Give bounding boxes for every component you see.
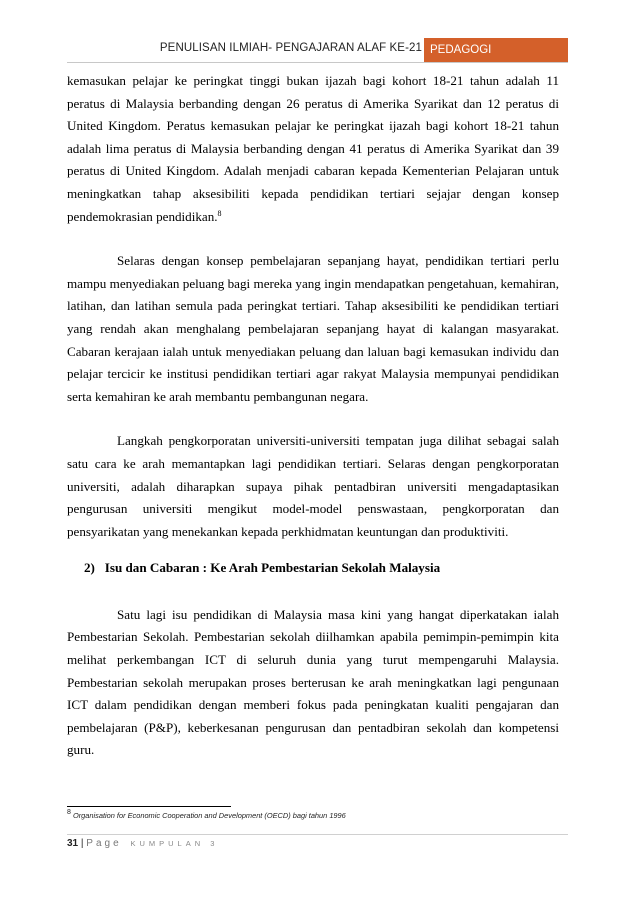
paragraph-2: Selaras dengan konsep pembelajaran sepanjang hayat, pendidikan tertiari perlu mampu menyediakan peluang bagi mereka yang ingin mendapatkan pengetahuan, kemahiran, latihan, dan latihan semula pada peringkat tertiari. Tahap aksesibiliti ke pendidikan tertiari yang rendah akan menghalang pembelajaran sepanjang hayat di kalangan masyarakat. Cabaran kerajaan ialah untuk menyediakan peluang dan laluan bagi kemasukan individu dan pelajar tercicir ke institusi pendidikan tertiari agar rakyat Malaysia mempunyai pendidikan serta kemahiran ke arah membantu pembangunan negara.	[67, 253, 559, 404]
footer-separator: |	[80, 838, 84, 849]
page-footer	[67, 838, 218, 849]
header-tag: PEDAGOGI	[424, 38, 568, 62]
page-header	[0, 38, 638, 62]
paragraph-1	[67, 70, 559, 228]
footnote-number: 8	[67, 809, 71, 816]
paragraph-4: Satu lagi isu pendidikan di Malaysia masa kini yang hangat diperkatakan ialah Pembestarian Sekolah. Pembestarian sekolah diilhamkan apabila pemimpin-pemimpin kita melihat perkembangan ICT di seluruh dunia yang turut mempengaruhi Malaysia. Pembestarian sekolah merupakan proses berterusan ke arah meningkatkan lagi pengunaan ICT dalam pendidikan dengan memberi fokus pada peningkatan kualiti pengajaran dan pembelajaran (P&P), keberkesanan pengurusan dan pentadbiran sekolah dan kompetensi guru.	[67, 606, 559, 758]
document-body	[67, 70, 559, 762]
paragraph-3: Langkah pengkorporatan universiti-universiti tempatan juga dilihat sebagai salah satu cara ke arah memantapkan lagi pendidikan tertiari. Selaras dengan pengkorporatan universiti, adalah diharapkan supaya pihak pentadbiran universiti mengadaptasikan pengurusan universiti mengikut model-model penswastaan, pengkorporatan dan pensyarikatan yang menekankan kepada perkhidmatan keuntungan dan produktiviti.	[67, 433, 559, 539]
footnote-text: Organisation for Economic Cooperation and Development (OECD) bagi tahun 1996	[72, 811, 346, 820]
footer-divider	[67, 834, 568, 835]
section-title: Isu dan Cabaran : Ke Arah Pembestarian Sekolah Malaysia	[104, 560, 441, 576]
footnote	[67, 811, 567, 820]
header-title: PENULISAN ILMIAH- PENGAJARAN ALAF KE-21	[159, 42, 422, 54]
section-heading	[67, 557, 559, 580]
footnote-reference[interactable]: 8	[217, 208, 222, 218]
paragraph-1-text: kemasukan pelajar ke peringkat tinggi bukan ijazah bagi kohort 18-21 tahun adalah 11 peratus di Malaysia berbanding dengan 26 peratus di Amerika Syarikat dan 12 peratus di United Kingdom. Peratus kemasukan pelajar ke peringkat ijazah bagi kohort 18-21 tahun adalah lima peratus di Malaysia berbanding dengan 41 peratus di Amerika Syarikat dan 39 peratus di United Kingdom. Adalah menjadi cabaran kepada Kementerian Pelajaran untuk meningkatkan tahap aksesibiliti kepada pendidikan tertiari sejajar dengan konsep pendemokrasian pendidikan.	[67, 73, 559, 224]
group-label: KUMPULAN 3	[130, 839, 219, 848]
header-divider	[67, 62, 568, 63]
page-label: Page	[86, 838, 122, 849]
section-number: 2)	[84, 560, 95, 576]
page-number: 31	[67, 838, 79, 849]
footnote-divider	[67, 806, 231, 807]
